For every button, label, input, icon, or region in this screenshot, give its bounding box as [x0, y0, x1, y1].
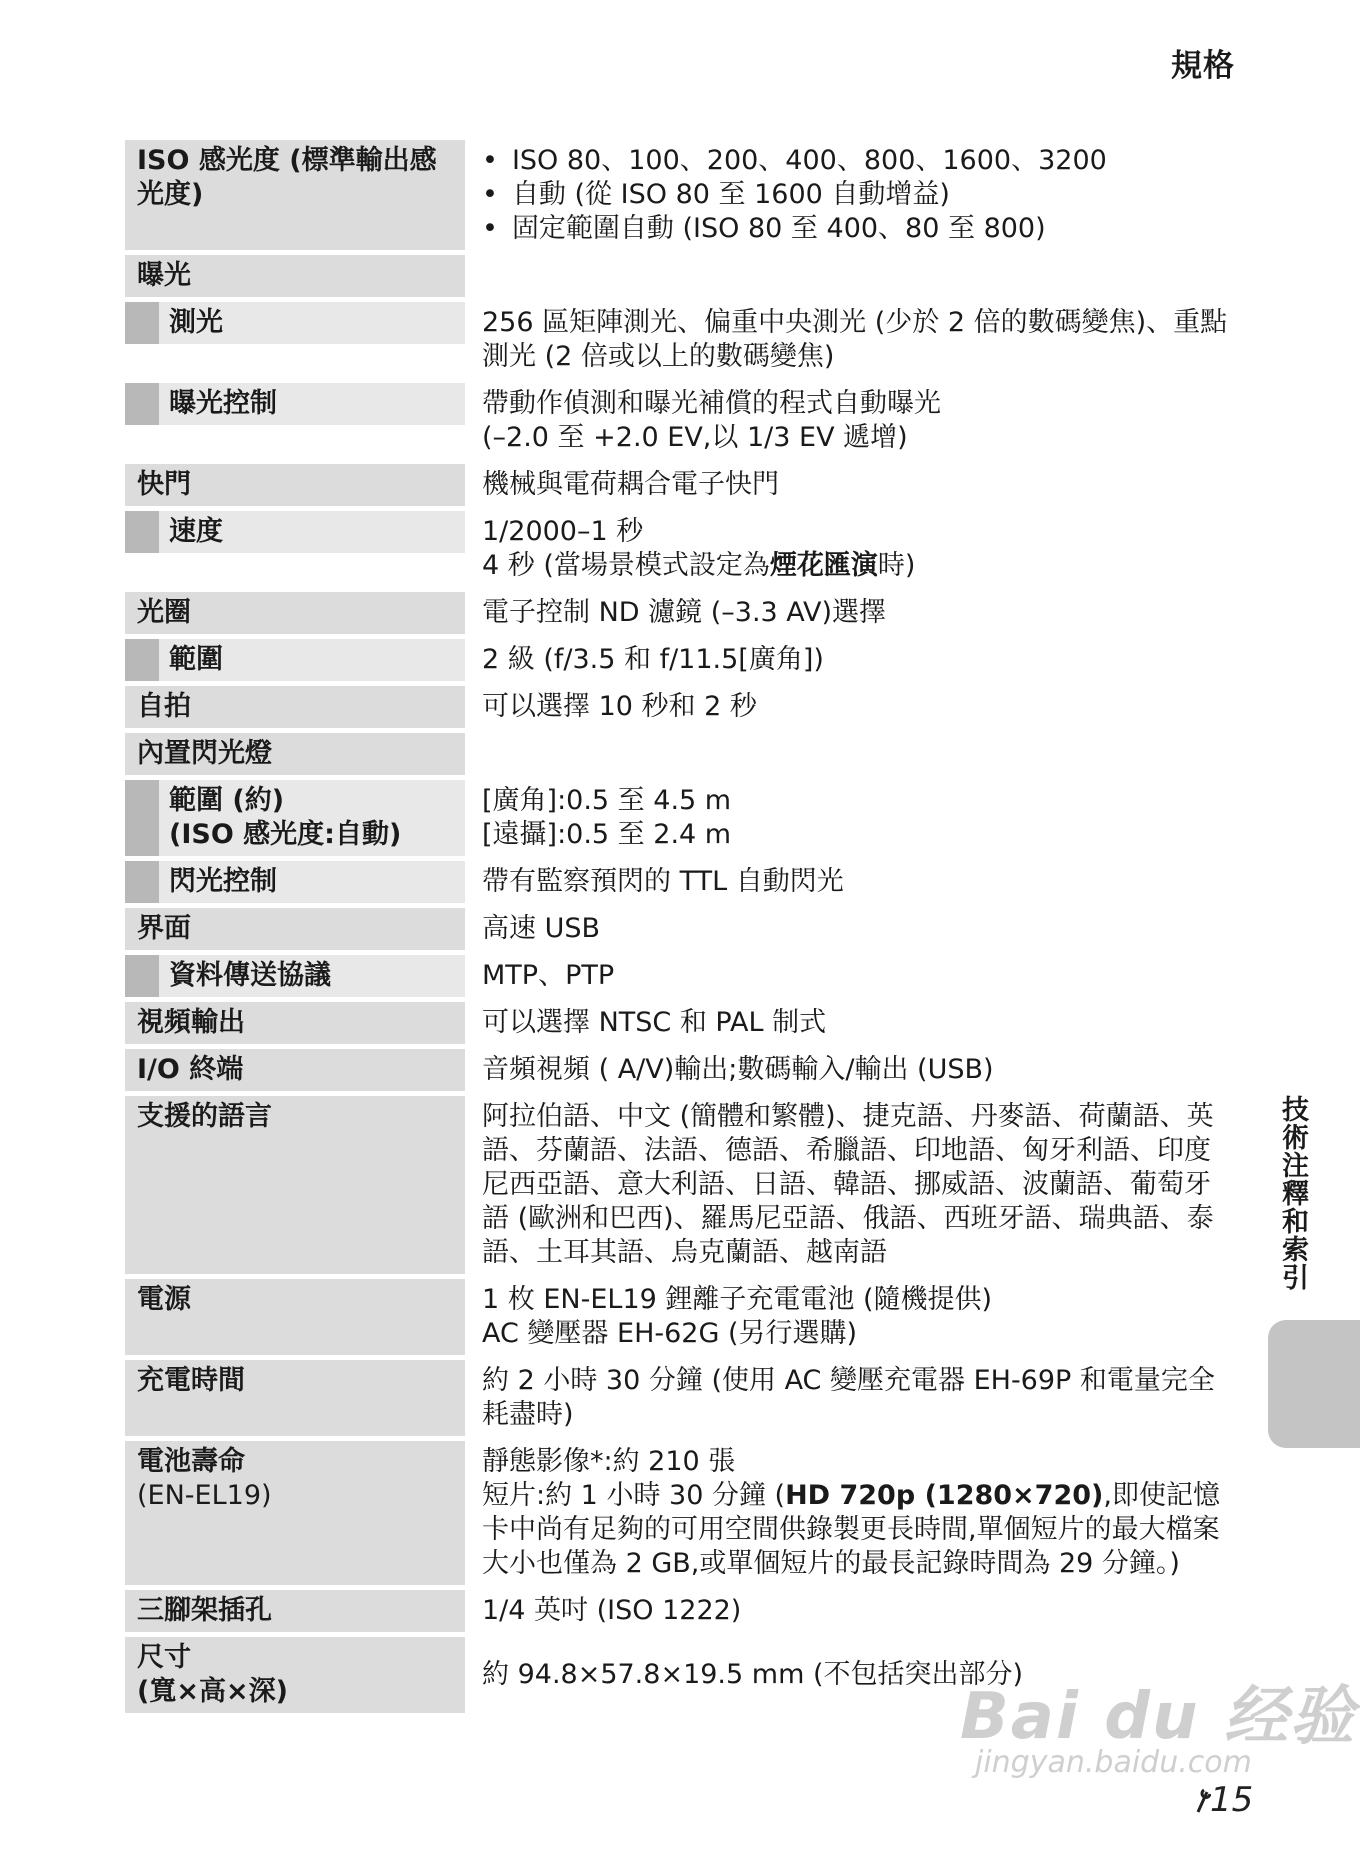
wrench-icon	[1195, 1786, 1211, 1814]
table-row	[125, 140, 1235, 250]
row-label: 快門	[125, 464, 465, 506]
list-item: • ISO 80、100、200、400、800、1600、3200	[482, 144, 1231, 178]
table-row	[125, 908, 1235, 950]
page-title: 規格	[1171, 48, 1235, 84]
row-value	[465, 511, 1235, 587]
row-label: 三腳架插孔	[125, 1590, 465, 1632]
row-value	[465, 383, 1235, 459]
row-value: 阿拉伯語、中文 (簡體和繁體)、捷克語、丹麥語、荷蘭語、英語、芬蘭語、法語、德語、希臘語、印地語、匈牙利語、印度尼西亞語、意大利語、日語、韓語、挪威語、波蘭語、葡萄牙語 (歐洲和巴西)、羅馬尼亞語、俄語、西班牙語、瑞典語、泰語、土耳其語、烏克蘭語、越南語	[482, 1101, 1214, 1268]
list-item: • 自動 (從 ISO 80 至 1600 自動增益)	[482, 178, 1231, 212]
row-label: 速度	[159, 511, 465, 553]
row-label: 範圍 (約) (ISO 感光度:自動)	[159, 780, 465, 856]
table-row	[125, 955, 1235, 997]
row-label: 電源	[125, 1279, 465, 1355]
row-value: 2 級 (f/3.5 和 f/11.5[廣角])	[482, 644, 824, 675]
row-label: 界面	[125, 908, 465, 950]
row-value: 高速 USB	[482, 913, 601, 944]
row-value	[465, 1279, 1235, 1355]
row-label: 閃光控制	[159, 861, 465, 903]
table-row	[125, 780, 1235, 856]
table-row	[125, 1590, 1235, 1632]
row-label: 充電時間	[125, 1360, 465, 1436]
value-line: 短片:約 1 小時 30 分鐘 (HD 720p (1280×720),即使記憶卡中尚有足夠的可用空間供錄製更長時間,單個短片的最大檔案大小也僅為 2 GB,或單個短片的最長記錄時間為 29 分鐘。)	[482, 1480, 1220, 1579]
spec-table	[125, 135, 1235, 1718]
row-label: I/O 終端	[125, 1049, 465, 1091]
table-row	[125, 302, 1235, 378]
section-tab[interactable]	[1268, 1320, 1360, 1448]
row-label: 內置閃光燈	[125, 733, 465, 775]
row-value: 256 區矩陣測光、偏重中央測光 (少於 2 倍的數碼變焦)、重點測光 (2 倍或以上的數碼變焦)	[482, 307, 1228, 372]
row-label: 自拍	[125, 686, 465, 728]
row-value: 1/4 英吋 (ISO 1222)	[482, 1595, 742, 1626]
row-label: 視頻輸出	[125, 1002, 465, 1044]
list-item: • 固定範圍自動 (ISO 80 至 400、80 至 800)	[482, 212, 1231, 246]
row-value: 機械與電荷耦合電子快門	[482, 469, 779, 500]
row-label: 電池壽命 (EN-EL19)	[125, 1441, 465, 1585]
value-line: 1/2000–1 秒	[482, 516, 644, 547]
value-line: 4 秒 (當場景模式設定為煙花匯演時)	[482, 550, 916, 581]
row-value: MTP、PTP	[482, 960, 615, 991]
page-number: 15	[1210, 1780, 1254, 1820]
row-value: 約 94.8×57.8×19.5 mm (不包括突出部分)	[482, 1659, 1024, 1690]
watermark-logo: Bai du 经验	[960, 1680, 1356, 1754]
table-row	[125, 592, 1235, 634]
row-value	[465, 140, 1235, 250]
value-line: 靜態影像*:約 210 張	[482, 1446, 736, 1477]
row-label: ISO 感光度 (標準輸出感光度)	[125, 140, 465, 250]
row-label: 支援的語言	[125, 1096, 465, 1274]
row-value: 約 2 小時 30 分鐘 (使用 AC 變壓充電器 EH-69P 和電量完全耗盡時)	[482, 1365, 1215, 1430]
row-value: 音頻視頻 ( A/V)輸出;數碼輸入/輸出 (USB)	[482, 1054, 994, 1085]
table-row	[125, 733, 1235, 775]
table-row	[125, 861, 1235, 903]
row-value: 帶有監察預閃的 TTL 自動閃光	[482, 866, 844, 897]
row-label: 曝光	[125, 255, 465, 297]
table-row	[125, 639, 1235, 681]
table-row	[125, 383, 1235, 459]
value-line: [遠攝]:0.5 至 2.4 m	[482, 819, 732, 850]
table-row	[125, 255, 1235, 297]
table-row	[125, 1049, 1235, 1091]
table-row	[125, 1096, 1235, 1274]
value-line: [廣角]:0.5 至 4.5 m	[482, 785, 732, 816]
row-value	[465, 1441, 1235, 1585]
row-value: 可以選擇 NTSC 和 PAL 制式	[482, 1007, 827, 1038]
row-label: 光圈	[125, 592, 465, 634]
row-value: 電子控制 ND 濾鏡 (–3.3 AV)選擇	[482, 597, 887, 628]
watermark-url: jingyan.baidu.com	[975, 1745, 1252, 1780]
table-row	[125, 464, 1235, 506]
row-label: 尺寸 (寬×高×深)	[125, 1637, 465, 1713]
row-value	[465, 780, 1235, 856]
value-line: 1 枚 EN-EL19 鋰離子充電電池 (隨機提供)	[482, 1284, 993, 1315]
table-row	[125, 1279, 1235, 1355]
table-row	[125, 686, 1235, 728]
row-label: 資料傳送協議	[159, 955, 465, 997]
table-row	[125, 1002, 1235, 1044]
table-row	[125, 1360, 1235, 1436]
table-row	[125, 511, 1235, 587]
row-label: 測光	[159, 302, 465, 344]
value-line: 帶動作偵測和曝光補償的程式自動曝光	[482, 388, 941, 419]
row-label: 曝光控制	[159, 383, 465, 425]
value-line: (–2.0 至 +2.0 EV,以 1/3 EV 遞增)	[482, 422, 908, 453]
table-row	[125, 1441, 1235, 1585]
value-line: AC 變壓器 EH-62G (另行選購)	[482, 1318, 858, 1349]
section-side-label: 技術注釋和索引	[1277, 1095, 1308, 1291]
row-label: 範圍	[159, 639, 465, 681]
row-value: 可以選擇 10 秒和 2 秒	[482, 691, 757, 722]
